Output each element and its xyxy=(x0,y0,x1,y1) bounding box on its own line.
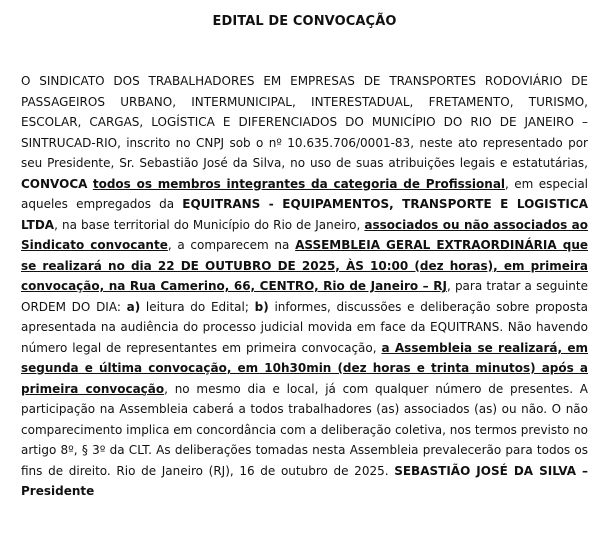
intro-text: O SINDICATO DOS TRABALHADORES EM EMPRESAS DE TRANSPORTES RODOVIÁRIO DE PASSAGEIROS URBANO, INTERMUNICIPAL, INTERESTADUAL, FRETAMENTO, TURISMO, ESCOLAR, CARGAS, LOGÍSTICA E DIFERENCIADOS DO MUNICÍPIO DO RIO DE JANEIRO – SINTRUCAD-RIO, inscrito no CNPJ sob o nº 10.635.706/0001-83, neste ato representado por seu Presidente, Sr. Sebastião José da Silva, no uso de suas atribuições legais e estatutárias, xyxy=(21,74,588,170)
ordem-text: , para tratar a seguinte ORDEM DO DIA: xyxy=(21,279,588,314)
closing-text: , no mesmo dia e local, já com qualquer número de presentes. A participação na Assembleia caberá a todos trabalhadores (as) associados (as) ou não. O não comparecimento implica em concordância com a deliberação coletiva, nos termos previsto no artigo 8º, § 3º da CLT. As deliberações tomadas nesta Assembleia prevalecerão para todos os fins de direito. Rio de Janeiro (RJ), 16 de outubro de 2025. xyxy=(21,381,588,478)
item-a-text: leitura do Edital; xyxy=(145,299,249,314)
signatory-role: Presidente xyxy=(21,484,95,498)
comparecem-text: , a comparecem na xyxy=(167,238,290,252)
base-text: , na base territorial do Município do Rio de Janeiro, xyxy=(54,217,361,232)
convoca-word: CONVOCA xyxy=(21,176,88,191)
notice-body xyxy=(21,71,588,481)
item-a-label: a) xyxy=(126,299,141,314)
signatory-name: SEBASTIÃO JOSÉ DA SILVA – xyxy=(394,463,589,478)
associados-text: associados ou não associados ao Sindicato convocante xyxy=(21,217,589,252)
item-b-label: b) xyxy=(254,299,269,314)
convoca-target: todos os membros integrantes da categoria de Profissional xyxy=(92,176,506,191)
item-b-text: informes, discussões e deliberação sobre proposta apresentada na audiência do processo judicial movida em face da EQUITRANS. Não havendo número legal de representantes em primeira convocação, xyxy=(21,299,589,355)
second-call-text: a Assembleia se realizará, em segunda e última convocação, em 10h30min (dez horas e trinta minutos) após a primeira convocação xyxy=(21,340,588,396)
employer-name: EQUITRANS - EQUIPAMENTOS, TRANSPORTE E LOGISTICA LTDA xyxy=(21,197,588,232)
employer-lead: , em especial aqueles empregados da xyxy=(21,176,589,211)
page-title: EDITAL DE CONVOCAÇÃO xyxy=(212,14,397,29)
signatory-line xyxy=(21,481,588,502)
assembly-text: ASSEMBLEIA GERAL EXTRAORDINÁRIA que se realizará no dia 22 DE OUTUBRO DE 2025, ÀS 10:00 (dez horas), em primeira convocação, na Rua Camerino, 66, CENTRO, Rio de Janeiro – RJ xyxy=(21,238,588,293)
